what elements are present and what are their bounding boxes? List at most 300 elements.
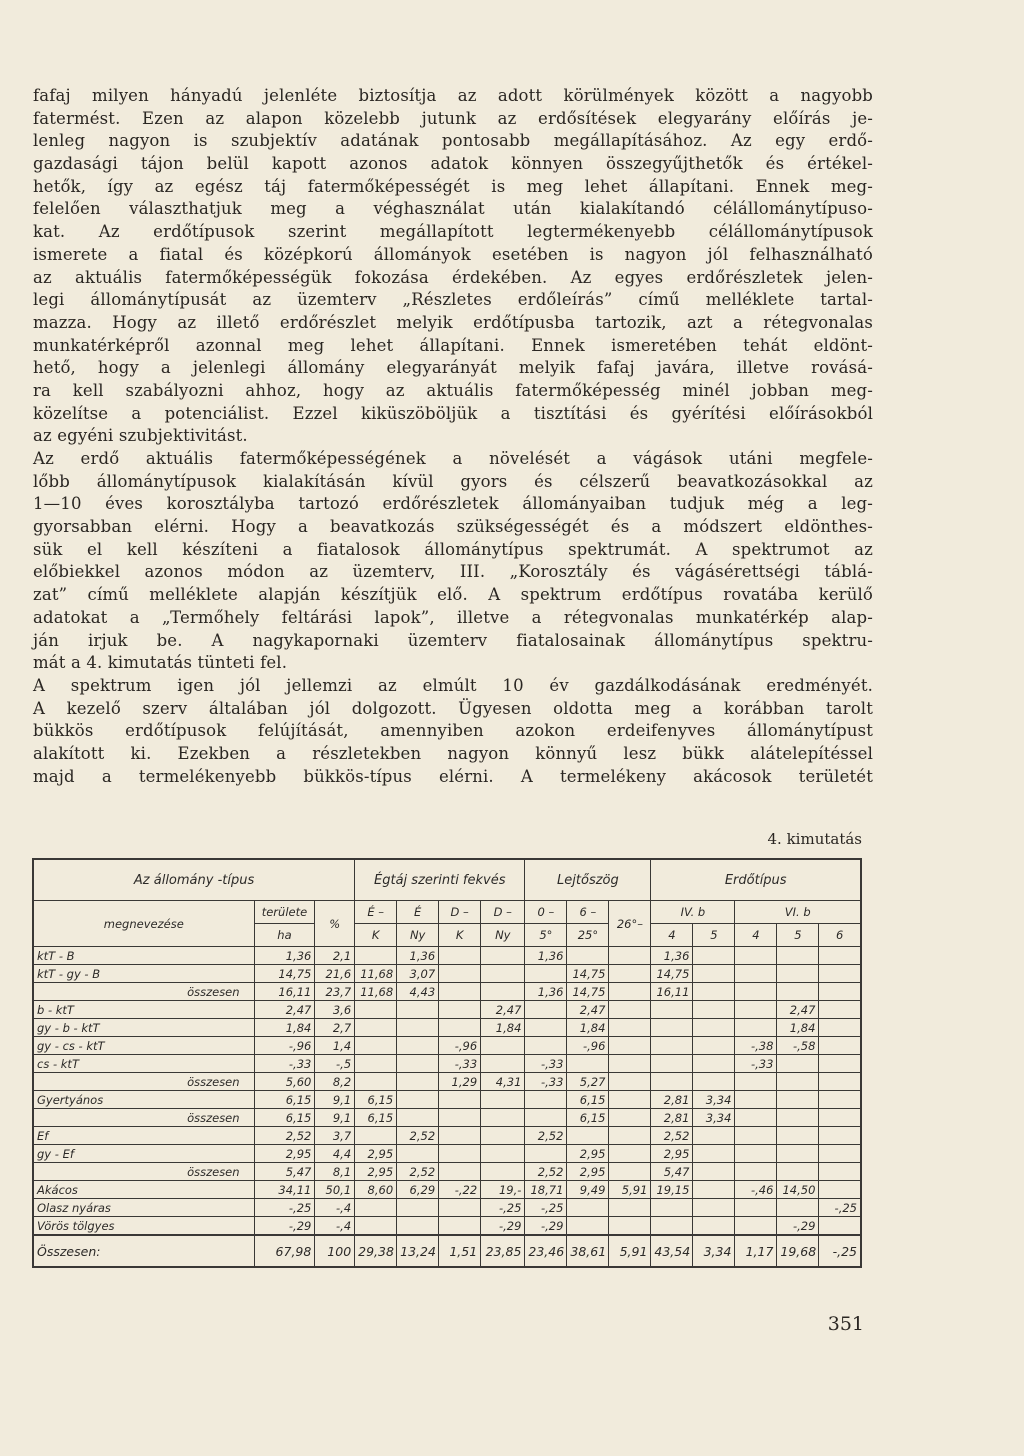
table-cell: 1,84 <box>567 1019 609 1037</box>
table-cell: -,25 <box>481 1199 525 1217</box>
table-cell <box>609 965 651 983</box>
header-aspect-4: D – <box>481 901 525 924</box>
header-percent: % <box>315 901 355 947</box>
table-cell <box>693 983 735 1001</box>
table-cell <box>777 1073 819 1091</box>
table-cell: -,25 <box>254 1199 315 1217</box>
table-cell <box>525 1109 567 1127</box>
table-cell: 2,52 <box>525 1163 567 1181</box>
table-cell <box>397 1019 439 1037</box>
header-forest-sub-2: 5 <box>693 924 735 947</box>
table-cell: -,96 <box>567 1037 609 1055</box>
text-line: hető, hogy a jelenlegi állomány elegyarányát melyik fafaj javára, illetve rovásá- <box>33 358 873 378</box>
table-row <box>33 1073 861 1091</box>
text-line: Az erdő aktuális fatermőképességének a növelését a vágások utáni megfele- <box>33 449 873 468</box>
table-cell: -,96 <box>439 1037 481 1055</box>
table-cell: 43,54 <box>651 1235 693 1267</box>
table-cell: -,4 <box>315 1199 355 1217</box>
text-line: hetők, így az egész táj fatermőképességét is meg lehet állapítani. Ennek meg- <box>33 176 873 196</box>
row-label: Gyertyános <box>33 1091 254 1109</box>
table-cell <box>609 1127 651 1145</box>
table-cell: 6,15 <box>567 1091 609 1109</box>
table-row <box>33 1037 861 1055</box>
table-row <box>33 1091 861 1109</box>
row-label: ktT - B <box>33 947 254 965</box>
table-cell: -,33 <box>735 1055 777 1073</box>
table-cell <box>439 1019 481 1037</box>
table-cell: 14,75 <box>567 965 609 983</box>
table-cell <box>651 1019 693 1037</box>
header-aspect: Égtáj szerinti fekvés <box>355 859 525 901</box>
table-cell: 1,17 <box>735 1235 777 1267</box>
text-line: alakított ki. Ezekben a részletekben nagyon könnyű lesz bükk alátelepítéssel <box>33 743 873 763</box>
table-cell <box>735 965 777 983</box>
table-cell <box>481 983 525 1001</box>
table-cell <box>439 1217 481 1236</box>
row-label: összesen <box>33 1109 254 1127</box>
table-cell: 6,15 <box>567 1109 609 1127</box>
table-cell <box>355 1037 397 1055</box>
table-cell: 38,61 <box>567 1235 609 1267</box>
text-line: kat. Az erdőtípusok szerint megállapított legtermékenyebb célállománytípusok <box>33 222 873 242</box>
table-cell: 29,38 <box>355 1235 397 1267</box>
table-cell <box>735 1109 777 1127</box>
table-cell <box>735 983 777 1001</box>
table-cell: 8,1 <box>315 1163 355 1181</box>
table-cell <box>609 983 651 1001</box>
table-cell <box>693 1199 735 1217</box>
header-aspect-sub-2: Ny <box>397 924 439 947</box>
table-cell <box>735 1091 777 1109</box>
table-cell <box>439 1163 481 1181</box>
table-cell: 23,85 <box>481 1235 525 1267</box>
table-row <box>33 1199 861 1217</box>
table-cell <box>355 1019 397 1037</box>
header-forest-ivb: IV. b <box>651 901 735 924</box>
table-cell <box>397 1091 439 1109</box>
table-cell: 5,47 <box>651 1163 693 1181</box>
table-cell: 6,15 <box>254 1091 315 1109</box>
header-area: területe <box>254 901 315 924</box>
header-forest-sub-5: 6 <box>819 924 861 947</box>
table-cell: -,22 <box>439 1181 481 1199</box>
table-cell <box>693 965 735 983</box>
table-cell <box>819 1055 861 1073</box>
table-cell: -,25 <box>819 1235 861 1267</box>
table-cell <box>819 1073 861 1091</box>
table-row <box>33 1181 861 1199</box>
table-cell <box>693 1181 735 1199</box>
table-cell: 67,98 <box>254 1235 315 1267</box>
table-cell <box>819 1109 861 1127</box>
text-line: bükkös erdőtípusok felújítását, amennyiben azokon erdeifenyves állománytípust <box>33 721 873 741</box>
table-cell <box>609 1019 651 1037</box>
table-cell <box>609 1199 651 1217</box>
table-cell: 14,75 <box>254 965 315 983</box>
table-row <box>33 983 861 1001</box>
table-cell <box>609 1145 651 1163</box>
table-cell <box>439 1109 481 1127</box>
table-cell: 6,29 <box>397 1181 439 1199</box>
text-line: sük el kell készíteni a fiatalosok állománytípus spektrumát. A spektrumot az <box>33 539 873 559</box>
table-cell <box>355 1055 397 1073</box>
table-cell <box>693 1073 735 1091</box>
text-line: 1—10 éves korosztályba tartozó erdőrészletek állományaiban tudjuk még a leg- <box>33 494 873 514</box>
table-cell: 6,15 <box>355 1109 397 1127</box>
text-line: ismerete a fiatal és középkorú állományok esetében is nagyon jól felhasználható <box>33 244 873 264</box>
table-cell <box>397 1217 439 1236</box>
header-forest-type: Erdőtípus <box>651 859 861 901</box>
table-body <box>33 947 861 1268</box>
table-cell <box>693 1127 735 1145</box>
text-line: közelítse a potenciálist. Ezzel kiküszöböljük a tisztítási és gyérítési előírásokból <box>33 403 873 423</box>
table-cell: 11,68 <box>355 965 397 983</box>
table-cell: 8,2 <box>315 1073 355 1091</box>
table-cell <box>693 1217 735 1236</box>
table-cell <box>439 1145 481 1163</box>
table-cell: -,38 <box>735 1037 777 1055</box>
table-cell <box>355 1073 397 1091</box>
table-cell <box>651 1037 693 1055</box>
table-cell <box>777 1091 819 1109</box>
table-cell <box>481 1145 525 1163</box>
table-cell <box>609 947 651 965</box>
table-cell: 2,95 <box>254 1145 315 1163</box>
table-row <box>33 947 861 965</box>
table-cell: 9,49 <box>567 1181 609 1199</box>
table-cell: 3,07 <box>397 965 439 983</box>
table-cell: 34,11 <box>254 1181 315 1199</box>
table-cell <box>693 1145 735 1163</box>
table-cell: 2,47 <box>254 1001 315 1019</box>
table-cell: -,25 <box>525 1199 567 1217</box>
table-cell: 23,7 <box>315 983 355 1001</box>
table-cell <box>525 1019 567 1037</box>
table-cell: 2,95 <box>651 1145 693 1163</box>
table-cell <box>819 983 861 1001</box>
table-row <box>33 1217 861 1236</box>
table-row <box>33 965 861 983</box>
table-cell <box>819 1091 861 1109</box>
table-cell: 1,36 <box>254 947 315 965</box>
table-cell <box>693 1055 735 1073</box>
text-line: mát a 4. kimutatás tünteti fel. <box>33 653 288 673</box>
text-line: zat” című melléklete alapján készítjük elő. A spektrum erdőtípus rovatába kerülő <box>33 585 873 605</box>
table-cell <box>481 1127 525 1145</box>
row-label: ktT - gy - B <box>33 965 254 983</box>
table-cell: 100 <box>315 1235 355 1267</box>
table-cell <box>525 1145 567 1163</box>
table-cell: 18,71 <box>525 1181 567 1199</box>
table-cell <box>609 1073 651 1091</box>
table-cell <box>525 1001 567 1019</box>
table-cell <box>735 1073 777 1091</box>
table-cell <box>693 947 735 965</box>
table-cell <box>693 1019 735 1037</box>
table-cell: 1,4 <box>315 1037 355 1055</box>
table-cell <box>481 1109 525 1127</box>
table-cell <box>397 1109 439 1127</box>
table-cell <box>777 1145 819 1163</box>
header-name: megnevezése <box>33 901 254 947</box>
table-cell <box>397 1055 439 1073</box>
table-cell <box>609 1037 651 1055</box>
row-label: gy - Ef <box>33 1145 254 1163</box>
header-slope-2: 6 – <box>567 901 609 924</box>
row-label: Vörös tölgyes <box>33 1217 254 1236</box>
table-cell: -,33 <box>525 1073 567 1091</box>
table-cell <box>651 1001 693 1019</box>
table-cell: 14,75 <box>651 965 693 983</box>
table-cell <box>525 965 567 983</box>
table-cell: 2,52 <box>525 1127 567 1145</box>
text-line: majd a termelékenyebb bükkös-típus elérni. A termelékeny akácosok területét <box>33 766 873 786</box>
spectrum-table-wrapper <box>32 858 862 1278</box>
table-row <box>33 1163 861 1181</box>
row-label: Ef <box>33 1127 254 1145</box>
header-slope-sub-2: 25° <box>567 924 609 947</box>
table-cell <box>609 1055 651 1073</box>
table-cell <box>819 947 861 965</box>
header-area-unit: ha <box>254 924 315 947</box>
header-forest-sub-1: 4 <box>651 924 693 947</box>
table-cell <box>397 1199 439 1217</box>
table-cell: 9,1 <box>315 1109 355 1127</box>
table-cell: 14,50 <box>777 1181 819 1199</box>
table-cell: -,33 <box>439 1055 481 1073</box>
text-line: fafaj milyen hányadú jelenléte biztosítja az adott körülmények között a nagyobb <box>33 86 873 105</box>
table-cell <box>651 1199 693 1217</box>
table-cell <box>439 1199 481 1217</box>
table-cell <box>481 1163 525 1181</box>
table-cell: 3,7 <box>315 1127 355 1145</box>
table-cell: 1,84 <box>777 1019 819 1037</box>
header-slope: Lejtőszög <box>525 859 651 901</box>
table-cell: -,96 <box>254 1037 315 1055</box>
table-cell <box>735 1217 777 1236</box>
table-cell: 3,34 <box>693 1235 735 1267</box>
header-aspect-sub-1: K <box>355 924 397 947</box>
table-cell: 2,52 <box>651 1127 693 1145</box>
table-cell <box>819 1181 861 1199</box>
table-cell: 16,11 <box>651 983 693 1001</box>
table-cell: 2,1 <box>315 947 355 965</box>
table-cell: 2,81 <box>651 1091 693 1109</box>
table-cell: 11,68 <box>355 983 397 1001</box>
row-label: összesen <box>33 983 254 1001</box>
text-line: előbiekkel azonos módon az üzemterv, III. „Korosztály és vágásérettségi táblá- <box>33 562 873 582</box>
table-cell: -,29 <box>254 1217 315 1236</box>
table-cell <box>609 1001 651 1019</box>
table-cell <box>567 1199 609 1217</box>
table-cell: 14,75 <box>567 983 609 1001</box>
header-aspect-sub-4: Ny <box>481 924 525 947</box>
row-label: Olasz nyáras <box>33 1199 254 1217</box>
table-cell: 2,95 <box>567 1163 609 1181</box>
text-line: lőbb állománytípusok kialakításán kívül gyors és célszerű beavatkozásokkal az <box>33 471 873 491</box>
table-cell: -,4 <box>315 1217 355 1236</box>
row-label: Összesen: <box>33 1235 254 1267</box>
table-cell <box>651 1073 693 1091</box>
table-cell <box>819 1145 861 1163</box>
header-type: Az állomány -típus <box>33 859 355 901</box>
table-cell <box>609 1163 651 1181</box>
text-line: A spektrum igen jól jellemzi az elmúlt 10 év gazdálkodásának eredményét. <box>33 675 873 695</box>
table-row <box>33 1001 861 1019</box>
table-cell: -,33 <box>254 1055 315 1073</box>
table-cell: 23,46 <box>525 1235 567 1267</box>
table-cell <box>355 1001 397 1019</box>
text-line: gyorsabban elérni. Hogy a beavatkozás szükségességét és a módszert eldönthes- <box>33 517 873 537</box>
table-cell <box>777 947 819 965</box>
table-cell <box>735 1001 777 1019</box>
table-cell <box>397 1145 439 1163</box>
table-cell: 1,36 <box>525 947 567 965</box>
table-cell: -,5 <box>315 1055 355 1073</box>
header-forest-sub-4: 5 <box>777 924 819 947</box>
table-cell: 5,91 <box>609 1235 651 1267</box>
table-cell <box>819 1217 861 1236</box>
table-cell <box>355 947 397 965</box>
header-slope-sub-1: 5° <box>525 924 567 947</box>
table-cell: 1,51 <box>439 1235 481 1267</box>
header-slope-3: 26°– <box>609 901 651 947</box>
body-text <box>33 85 873 788</box>
table-cell: 2,52 <box>254 1127 315 1145</box>
text-line: felelően választhatjuk meg a véghasználat után kialakítandó célállománytípuso- <box>33 199 873 219</box>
table-cell <box>735 1163 777 1181</box>
table-cell: 21,6 <box>315 965 355 983</box>
text-line: gazdasági tájon belül kapott azonos adatok könnyen összegyűjthetők és értékel- <box>33 154 873 174</box>
table-cell <box>777 1127 819 1145</box>
table-cell <box>439 947 481 965</box>
table-cell <box>777 1109 819 1127</box>
table-cell <box>481 1037 525 1055</box>
table-cell: 5,91 <box>609 1181 651 1199</box>
table-cell: 1,36 <box>525 983 567 1001</box>
table-cell: 2,95 <box>567 1145 609 1163</box>
table-cell <box>525 1037 567 1055</box>
table-cell <box>525 1091 567 1109</box>
page-number: 351 <box>827 1313 864 1335</box>
table-cell <box>481 1091 525 1109</box>
table-cell <box>439 1001 481 1019</box>
header-forest-sub-3: 4 <box>735 924 777 947</box>
table-cell: 2,81 <box>651 1109 693 1127</box>
table-row <box>33 1019 861 1037</box>
table-cell: 4,31 <box>481 1073 525 1091</box>
table-cell <box>439 1091 481 1109</box>
row-label: összesen <box>33 1163 254 1181</box>
text-line: mazza. Hogy az illető erdőrészlet melyik erdőtípusba tartozik, azt a rétegvonalas <box>33 312 873 332</box>
table-cell: -,29 <box>777 1217 819 1236</box>
text-line: adatokat a „Termőhely feltárási lapok”, illetve a rétegvonalas munkatérkép alap- <box>33 607 873 627</box>
table-cell: 50,1 <box>315 1181 355 1199</box>
table-caption: 4. kimutatás <box>767 830 862 848</box>
table-cell <box>735 1145 777 1163</box>
table-cell: 2,52 <box>397 1163 439 1181</box>
table-cell: 2,47 <box>567 1001 609 1019</box>
table-cell <box>735 1019 777 1037</box>
table-row <box>33 1109 861 1127</box>
text-line: ján irjuk be. A nagykapornaki üzemterv fiatalosainak állománytípus spektru- <box>33 630 873 650</box>
text-line: A kezelő szerv általában jól dolgozott. Ügyesen oldotta meg a korábban tarolt <box>33 698 873 718</box>
table-cell <box>609 1217 651 1236</box>
table-cell <box>735 1199 777 1217</box>
table-cell <box>777 1055 819 1073</box>
table-cell: 9,1 <box>315 1091 355 1109</box>
table-cell: 4,4 <box>315 1145 355 1163</box>
table-cell: -,29 <box>481 1217 525 1236</box>
row-label: Akácos <box>33 1181 254 1199</box>
table-cell <box>693 1163 735 1181</box>
table-row <box>33 1127 861 1145</box>
header-aspect-3: D – <box>439 901 481 924</box>
table-cell: 1,84 <box>481 1019 525 1037</box>
table-cell: 6,15 <box>254 1109 315 1127</box>
table-cell <box>609 1091 651 1109</box>
table-cell: 1,29 <box>439 1073 481 1091</box>
table-cell <box>819 1163 861 1181</box>
table-cell: 13,24 <box>397 1235 439 1267</box>
table-row <box>33 1145 861 1163</box>
table-cell: 2,95 <box>355 1145 397 1163</box>
table-cell: 2,47 <box>777 1001 819 1019</box>
table-cell: 5,47 <box>254 1163 315 1181</box>
table-cell: 3,34 <box>693 1091 735 1109</box>
text-line: fatermést. Ezen az alapon közelebb jutunk az erdősítések elegyarány előírás je- <box>33 108 873 128</box>
text-line: az aktuális fatermőképességük fokozása érdekében. Az egyes erdőrészletek jelen- <box>33 267 873 287</box>
header-slope-1: 0 – <box>525 901 567 924</box>
table-cell: -,58 <box>777 1037 819 1055</box>
table-cell: 2,47 <box>481 1001 525 1019</box>
table-cell <box>397 1001 439 1019</box>
table-cell <box>439 983 481 1001</box>
table-cell <box>777 965 819 983</box>
table-cell: 5,27 <box>567 1073 609 1091</box>
table-cell: 2,52 <box>397 1127 439 1145</box>
header-aspect-sub-3: K <box>439 924 481 947</box>
table-cell: 1,36 <box>651 947 693 965</box>
table-cell: 1,84 <box>254 1019 315 1037</box>
table-cell: 8,60 <box>355 1181 397 1199</box>
header-aspect-1: É – <box>355 901 397 924</box>
table-cell: 3,34 <box>693 1109 735 1127</box>
table-cell <box>481 947 525 965</box>
table-cell: -,25 <box>819 1199 861 1217</box>
table-cell <box>693 1037 735 1055</box>
table-cell: 19,68 <box>777 1235 819 1267</box>
table-cell: 5,60 <box>254 1073 315 1091</box>
table-cell <box>567 947 609 965</box>
text-line: legi állománytípusát az üzemterv „Részletes erdőleírás” című melléklete tartal- <box>33 290 873 310</box>
table-cell: 3,6 <box>315 1001 355 1019</box>
table-cell <box>777 1199 819 1217</box>
table-cell <box>439 965 481 983</box>
table-row <box>33 1055 861 1073</box>
table-cell: 2,95 <box>355 1163 397 1181</box>
table-cell: 4,43 <box>397 983 439 1001</box>
table-cell: -,46 <box>735 1181 777 1199</box>
table-cell <box>819 1037 861 1055</box>
row-label: b - ktT <box>33 1001 254 1019</box>
table-cell: 1,36 <box>397 947 439 965</box>
row-label: gy - b - ktT <box>33 1019 254 1037</box>
table-cell <box>567 1055 609 1073</box>
table-cell <box>819 1001 861 1019</box>
spectrum-table <box>32 858 862 1268</box>
table-cell <box>397 1073 439 1091</box>
